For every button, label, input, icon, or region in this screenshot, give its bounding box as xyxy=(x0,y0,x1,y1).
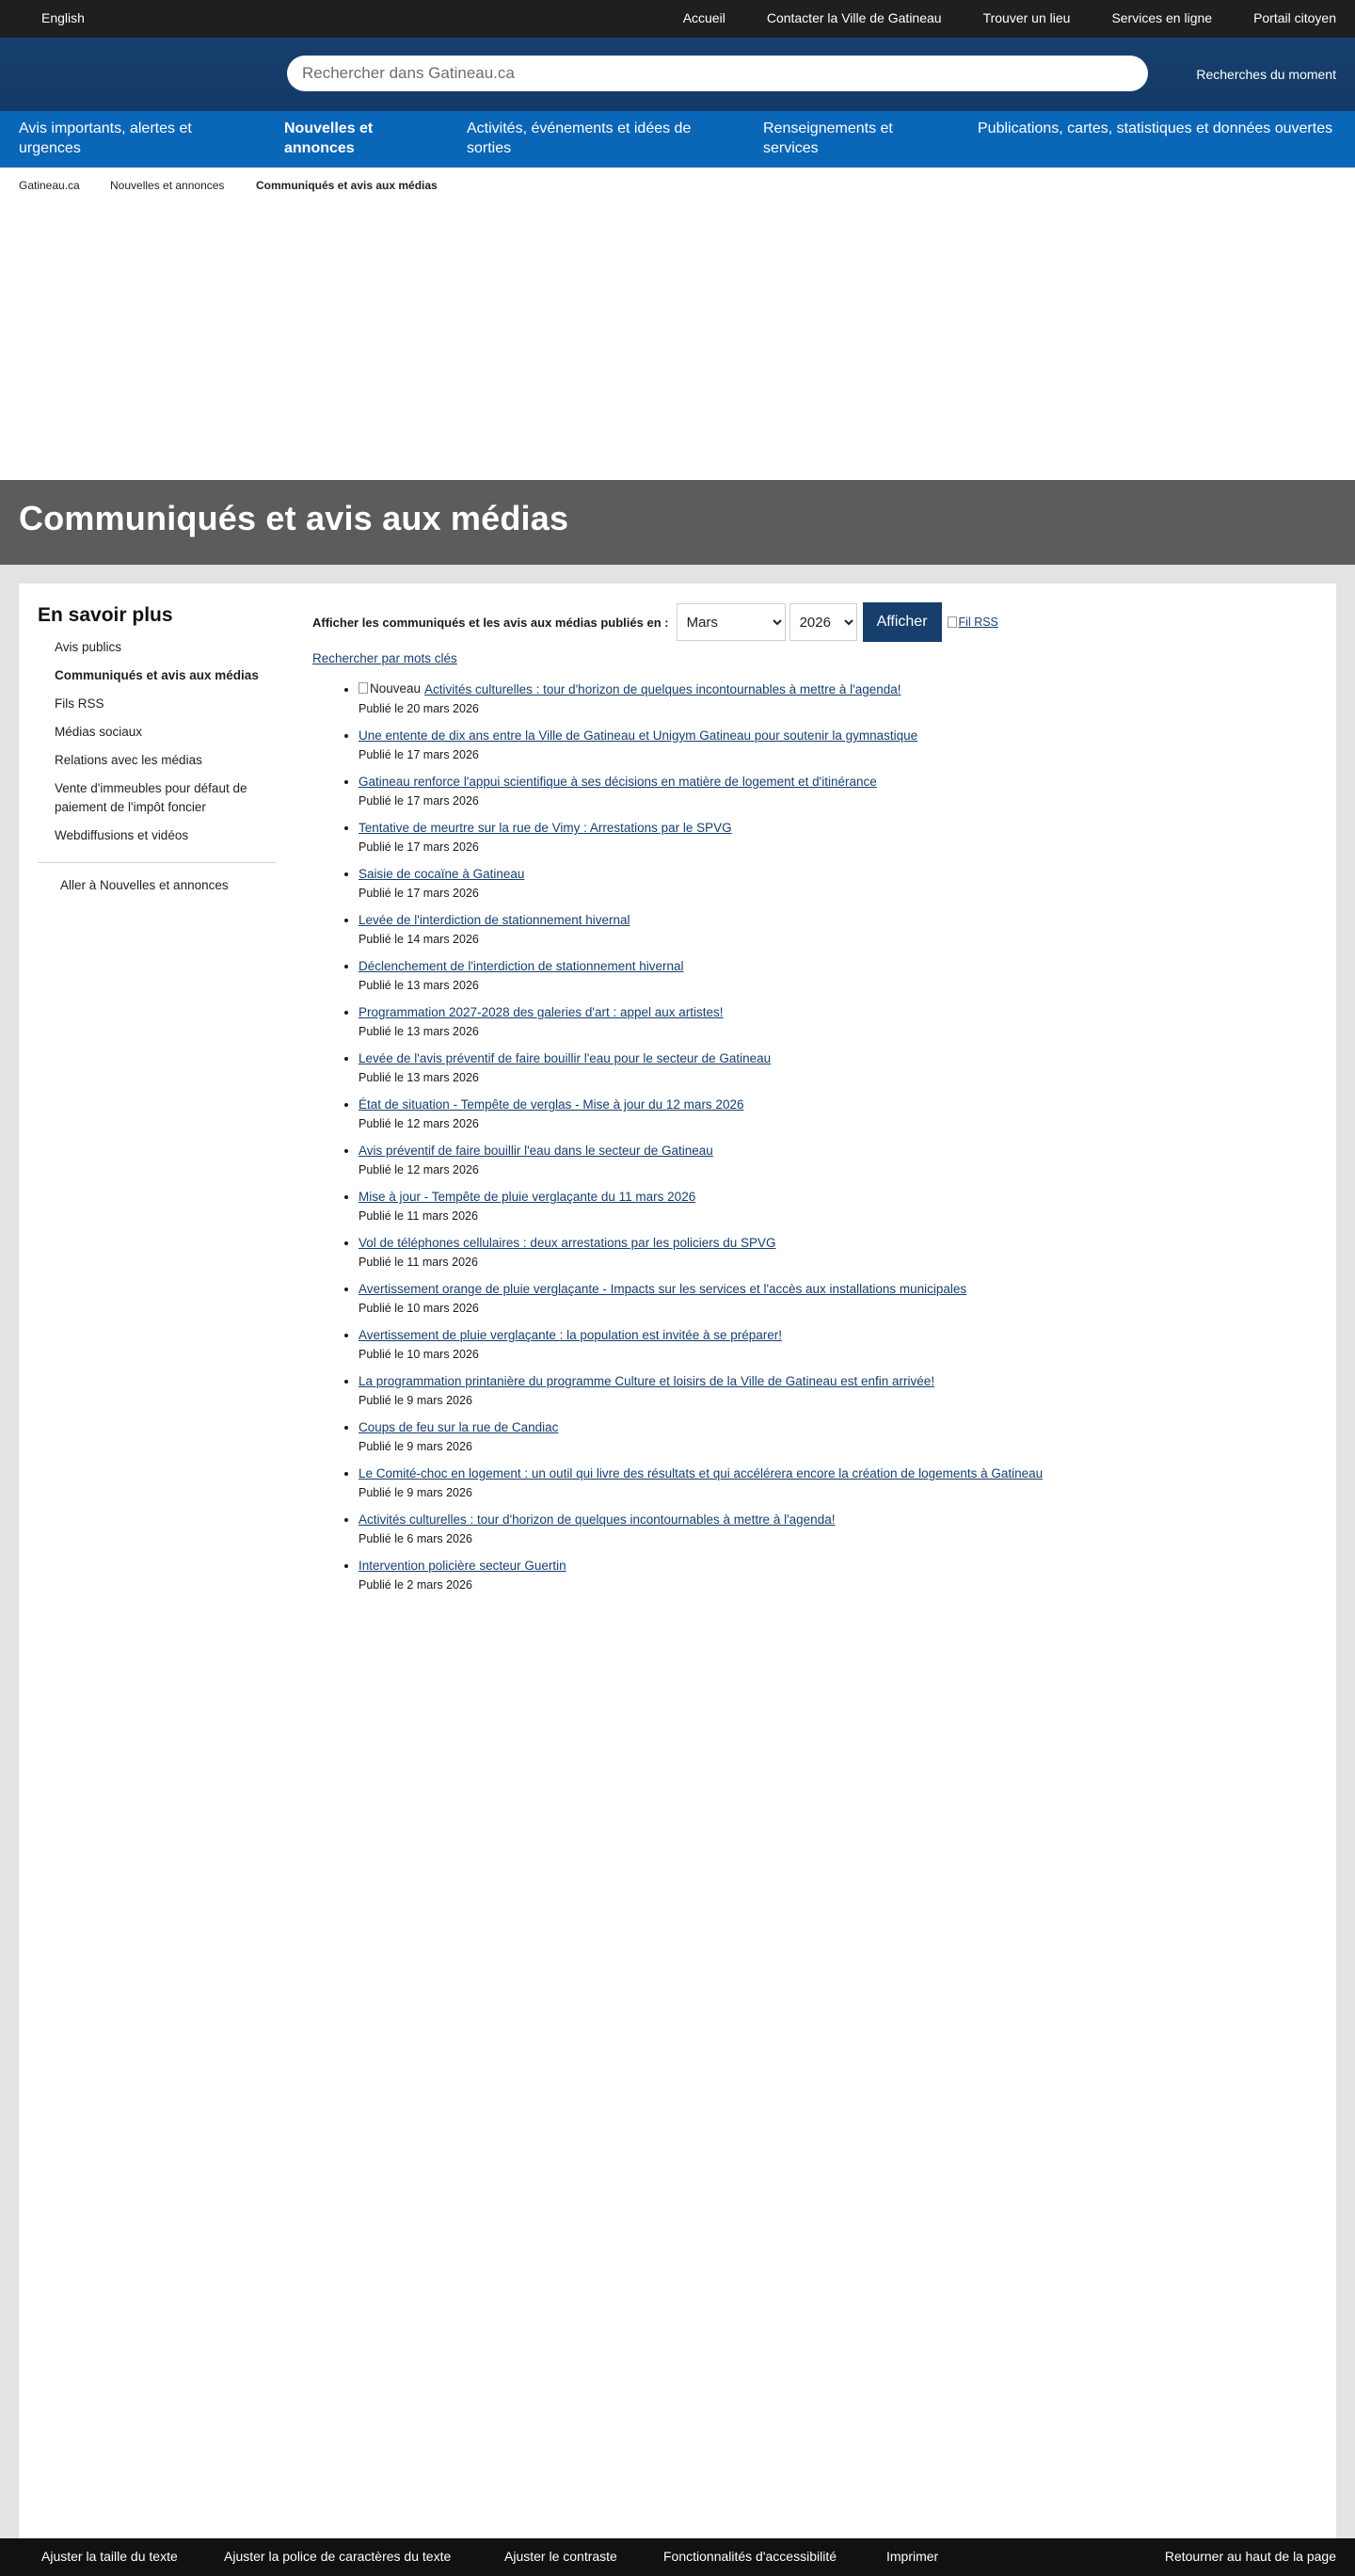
news-item xyxy=(359,1234,1065,1272)
news-item xyxy=(359,865,1065,903)
nav-item-activites[interactable]: Activités, événements et idées de sorties xyxy=(467,120,692,156)
news-item xyxy=(359,1142,1065,1179)
sidebar-item xyxy=(55,779,276,817)
keyword-search-link[interactable]: Rechercher par mots clés xyxy=(312,651,457,665)
nav-item-renseignements[interactable]: Renseignements et services xyxy=(763,120,893,156)
news-item-link[interactable]: La programmation printanière du programme Culture et loisirs de la Ville de Gatineau est enfin arrivée! xyxy=(359,1374,935,1388)
news-item-link[interactable]: Levée de l'avis préventif de faire bouillir l'eau pour le secteur de Gatineau xyxy=(359,1051,772,1065)
sidebar-item-medias-sociaux[interactable]: Médias sociaux xyxy=(55,725,143,739)
news-item-link[interactable]: État de situation - Tempête de verglas - Mise à jour du 12 mars 2026 xyxy=(359,1097,744,1112)
sidebar-item xyxy=(55,751,276,770)
utility-link-trouver-lieu[interactable]: Trouver un lieu xyxy=(982,10,1071,25)
sidebar-item xyxy=(55,638,276,657)
news-item xyxy=(359,957,1065,995)
sidebar-item xyxy=(55,666,276,685)
news-item xyxy=(359,1326,1065,1364)
utility-link-accueil[interactable]: Accueil xyxy=(682,10,725,25)
news-item xyxy=(359,1418,1065,1456)
news-item-date: Publié le 17 mars 2026 xyxy=(359,887,479,900)
news-item-date: Publié le 9 mars 2026 xyxy=(359,1440,472,1453)
news-item xyxy=(359,1511,1065,1548)
news-item-link[interactable]: Une entente de dix ans entre la Ville de Gatineau et Unigym Gatineau pour soutenir la gymnastique xyxy=(359,728,918,743)
news-item-date: Publié le 17 mars 2026 xyxy=(359,840,479,854)
sidebar-item xyxy=(55,723,276,742)
utility-link-services-en-ligne[interactable]: Services en ligne xyxy=(1111,10,1213,25)
news-item-link[interactable]: Avertissement de pluie verglaçante : la population est invitée à se préparer! xyxy=(359,1328,783,1342)
sidebar-goto-nouvelles-link[interactable]: Aller à Nouvelles et annonces xyxy=(60,878,229,892)
news-item-date: Publié le 17 mars 2026 xyxy=(359,748,479,761)
news-item-date: Publié le 11 mars 2026 xyxy=(359,1256,478,1269)
utility-link-contact[interactable]: Contacter la Ville de Gatineau xyxy=(766,10,942,25)
news-item-date: Publié le 9 mars 2026 xyxy=(359,1394,472,1407)
utility-link-portail-citoyen[interactable]: Portail citoyen xyxy=(1253,10,1336,25)
utility-bar xyxy=(0,0,1355,38)
news-item xyxy=(359,1372,1065,1410)
main-content xyxy=(312,602,1065,1603)
news-item xyxy=(359,1557,1065,1594)
news-item xyxy=(359,1096,1065,1133)
sidebar-list xyxy=(38,638,276,845)
news-item xyxy=(359,1049,1065,1087)
broken-image-icon xyxy=(359,682,368,694)
rss-feed-link[interactable] xyxy=(948,616,998,629)
broken-image-icon xyxy=(948,616,957,628)
sidebar-item xyxy=(55,695,276,713)
news-item-date: Publié le 13 mars 2026 xyxy=(359,1025,479,1038)
news-item xyxy=(359,680,1065,718)
news-item xyxy=(359,773,1065,810)
utility-links xyxy=(683,10,1336,25)
news-item xyxy=(359,1280,1065,1318)
news-item-link[interactable]: Intervention policière secteur Guertin xyxy=(359,1559,566,1573)
news-item-link[interactable]: Tentative de meurtre sur la rue de Vimy : Arrestations par le SPVG xyxy=(359,821,732,835)
news-item-date: Publié le 6 mars 2026 xyxy=(359,1532,472,1545)
afficher-button[interactable]: Afficher xyxy=(863,602,942,642)
news-item xyxy=(359,727,1065,764)
sidebar-title: En savoir plus xyxy=(38,604,173,626)
adjust-text-size-button[interactable]: Ajuster la taille du texte xyxy=(41,2549,178,2564)
news-item-link[interactable]: Mise à jour - Tempête de pluie verglaçante du 11 mars 2026 xyxy=(359,1190,696,1204)
month-select[interactable] xyxy=(677,603,786,641)
news-item-date: Publié le 9 mars 2026 xyxy=(359,1486,472,1499)
news-item-date: Publié le 20 mars 2026 xyxy=(359,702,479,715)
news-item-date: Publié le 2 mars 2026 xyxy=(359,1578,472,1592)
news-item-date: Publié le 13 mars 2026 xyxy=(359,1071,479,1084)
news-item-link[interactable]: Avis préventif de faire bouillir l'eau dans le secteur de Gatineau xyxy=(359,1144,713,1158)
news-item-link[interactable]: Vol de téléphones cellulaires : deux arrestations par les policiers du SPVG xyxy=(359,1236,776,1250)
sidebar-item-relations-medias[interactable]: Relations avec les médias xyxy=(55,753,202,767)
new-badge xyxy=(359,681,421,696)
page-title-banner xyxy=(0,480,1355,565)
sidebar-item-avis-publics[interactable]: Avis publics xyxy=(55,640,122,654)
breadcrumb-item-current: Communiqués et avis aux médias xyxy=(256,179,438,192)
news-item xyxy=(359,911,1065,949)
sidebar-item-fils-rss[interactable]: Fils RSS xyxy=(55,696,104,711)
breadcrumb-item-home[interactable]: Gatineau.ca xyxy=(19,179,80,192)
language-toggle-link[interactable]: English xyxy=(41,10,85,25)
news-item xyxy=(359,819,1065,856)
news-item-link[interactable]: Gatineau renforce l'appui scientifique à ses décisions en matière de logement et d'itinérance xyxy=(359,775,877,789)
trending-searches-link[interactable]: Recherches du moment xyxy=(1196,67,1336,82)
news-item-link[interactable]: Programmation 2027-2028 des galeries d'art : appel aux artistes! xyxy=(359,1005,724,1019)
date-filter xyxy=(312,602,1065,642)
news-item-link[interactable]: Activités culturelles : tour d'horizon de quelques incontournables à mettre à l'agenda! xyxy=(424,682,901,696)
news-item-link[interactable]: Levée de l'interdiction de stationnement hivernal xyxy=(359,913,630,927)
news-item-date: Publié le 14 mars 2026 xyxy=(359,933,479,946)
search-header xyxy=(0,38,1355,111)
breadcrumb xyxy=(0,168,1355,482)
main-navigation xyxy=(0,111,1355,168)
news-item-link[interactable]: Le Comité-choc en logement : un outil qui livre des résultats et qui accélérera encore la création de logements à Gatineau xyxy=(359,1466,1044,1480)
filter-label: Afficher les communiqués et les avis aux médias publiés en : xyxy=(312,615,669,630)
news-item-date: Publié le 12 mars 2026 xyxy=(359,1163,479,1176)
nav-item-nouvelles[interactable]: Nouvelles et annonces xyxy=(284,120,374,156)
news-item-link[interactable]: Déclenchement de l'interdiction de stationnement hivernal xyxy=(359,959,684,973)
news-item-date: Publié le 11 mars 2026 xyxy=(359,1209,478,1223)
breadcrumb-item-nouvelles[interactable]: Nouvelles et annonces xyxy=(110,179,225,192)
rss-feed-label: Fil RSS xyxy=(958,616,998,629)
content-panel xyxy=(19,584,1336,2541)
back-to-top-link[interactable]: Retourner au haut de la page xyxy=(1164,2549,1336,2564)
nav-item-publications[interactable]: Publications, cartes, statistiques et données ouvertes xyxy=(978,120,1333,136)
page-title: Communiqués et avis aux médias xyxy=(19,499,569,537)
sidebar-item-communiques[interactable]: Communiqués et avis aux médias xyxy=(55,668,259,682)
print-button[interactable]: Imprimer xyxy=(886,2549,939,2564)
news-item-link[interactable]: Saisie de cocaïne à Gatineau xyxy=(359,867,525,881)
news-item xyxy=(359,1464,1065,1502)
news-item-link[interactable]: Avertissement orange de pluie verglaçante - Impacts sur les services et l'accès aux installations municipales xyxy=(359,1282,967,1296)
news-item-link[interactable]: Activités culturelles : tour d'horizon de quelques incontournables à mettre à l'agenda! xyxy=(359,1512,836,1527)
news-item-date: Publié le 12 mars 2026 xyxy=(359,1117,479,1130)
news-item xyxy=(359,1188,1065,1225)
news-item xyxy=(359,1003,1065,1041)
news-list xyxy=(312,680,1065,1594)
adjust-contrast-button[interactable]: Ajuster le contraste xyxy=(504,2549,617,2564)
sidebar xyxy=(38,604,276,892)
news-item-link[interactable]: Coups de feu sur la rue de Candiac xyxy=(359,1420,559,1434)
year-select[interactable] xyxy=(789,603,857,641)
accessibility-features-button[interactable]: Fonctionnalités d'accessibilité xyxy=(663,2549,837,2564)
news-item-date: Publié le 10 mars 2026 xyxy=(359,1302,479,1315)
adjust-font-button[interactable]: Ajuster la police de caractères du texte xyxy=(224,2549,452,2564)
nav-item-avis-importants[interactable]: Avis importants, alertes et urgences xyxy=(19,120,192,156)
sidebar-item xyxy=(55,826,276,845)
search-input[interactable] xyxy=(287,56,1148,91)
accessibility-bar xyxy=(0,2538,1355,2576)
sidebar-divider xyxy=(38,862,276,863)
new-badge-label: • Nouveau xyxy=(370,680,422,696)
news-item-date: Publié le 17 mars 2026 xyxy=(359,794,479,808)
sidebar-item-vente-immeubles[interactable]: Vente d'immeubles pour défaut de paiement de l'impôt foncier xyxy=(55,781,247,814)
sidebar-item-webdiffusions[interactable]: Webdiffusions et vidéos xyxy=(55,828,189,842)
news-item-date: Publié le 10 mars 2026 xyxy=(359,1348,479,1361)
news-item-date: Publié le 13 mars 2026 xyxy=(359,979,479,992)
